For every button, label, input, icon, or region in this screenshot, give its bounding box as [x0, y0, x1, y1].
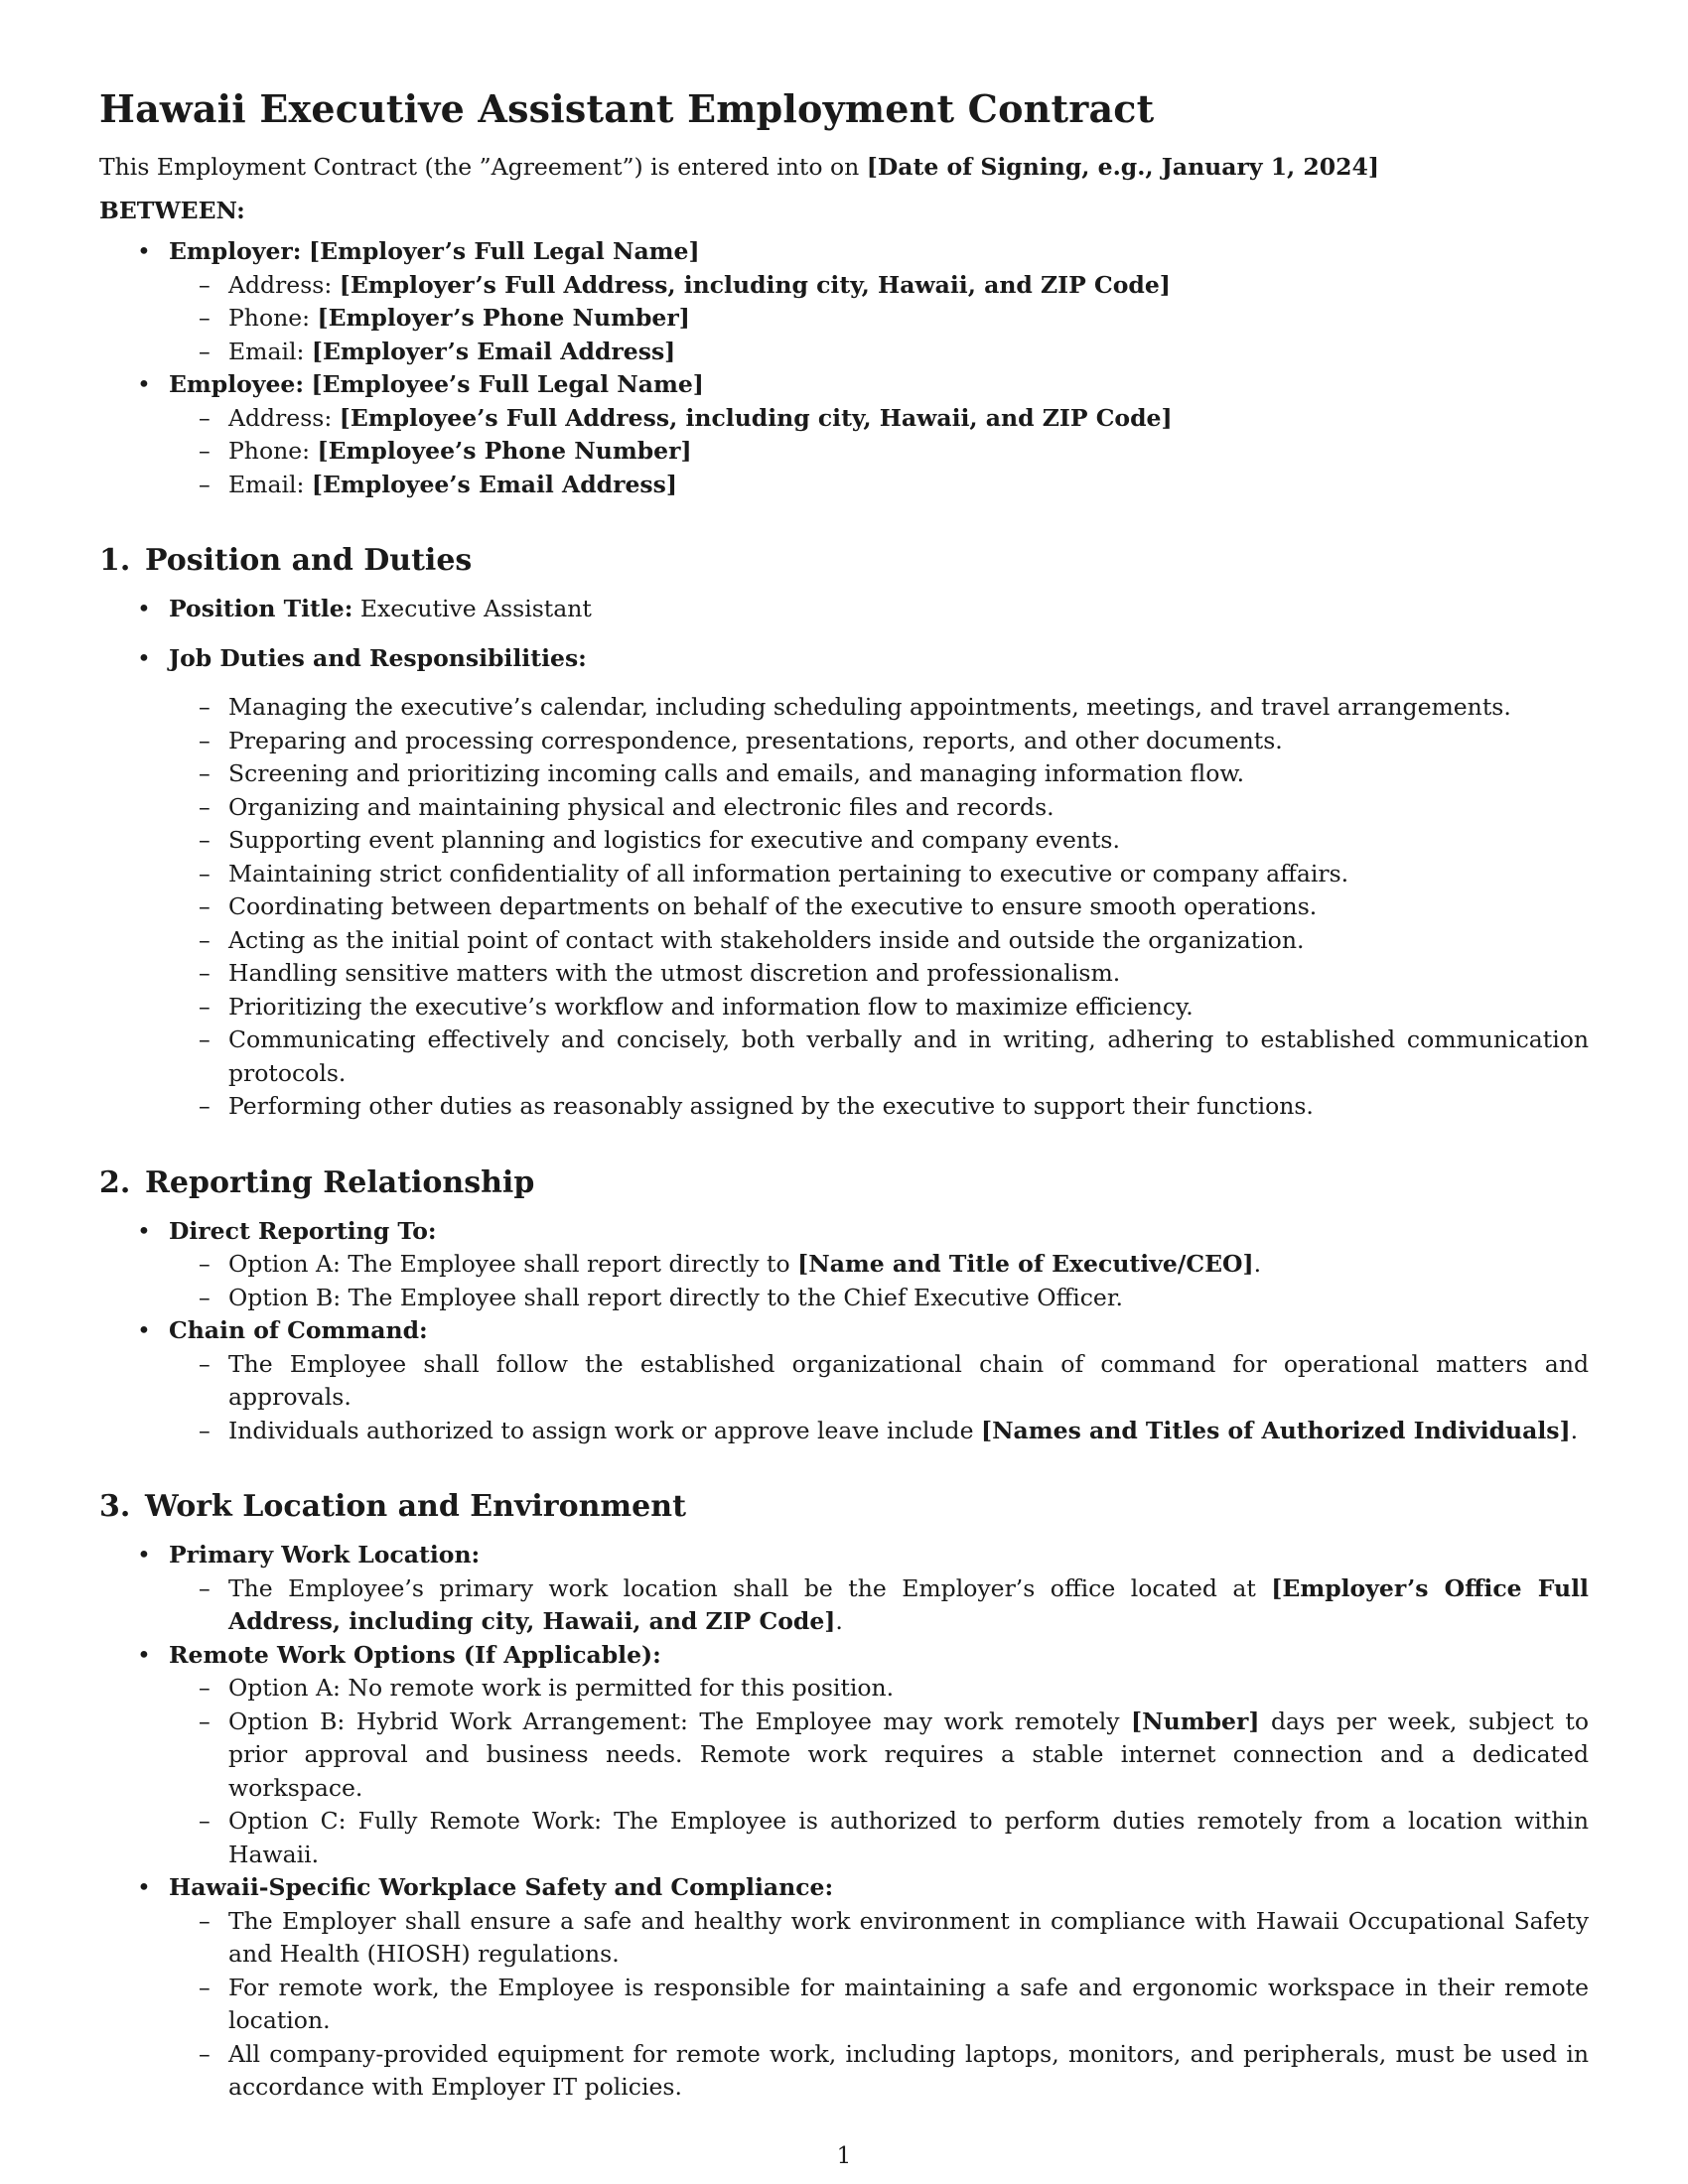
item-value: Executive Assistant [352, 595, 592, 622]
sub-list [169, 1248, 1589, 1314]
sub-text: days per week, subject to prior approval and business needs. Remote work requires a stable internet connection and a dedicated workspace. [228, 1706, 1589, 1802]
contract-page [99, 85, 1589, 2105]
party-detail [169, 302, 1589, 336]
duty-item: – Handling sensitive matters with the utmost discretion and professionalism. [169, 957, 1589, 991]
sub-text: Option B: Hybrid Work Arrangement: The Employee may work remotely [228, 1706, 1132, 1735]
duty-item: – Coordinating between departments on behalf of the executive to ensure smooth operations. [169, 890, 1589, 924]
section-title: Position and Duties [145, 543, 473, 578]
parties-list [99, 235, 1589, 501]
detail-value: [Employee’s Phone Number] [317, 437, 692, 465]
detail-label: Phone: [228, 437, 318, 465]
detail-value: [Employer’s Email Address] [311, 337, 676, 365]
remote-work-item [99, 1639, 1589, 1872]
section-number: 2. [99, 1164, 131, 1200]
primary-location-item [99, 1539, 1589, 1639]
sub-item [169, 1706, 1589, 1806]
section-heading [99, 541, 1589, 581]
detail-value: [Employee’s Full Address, including city, Hawaii, and ZIP Code] [339, 403, 1173, 432]
sub-text: . [1570, 1416, 1579, 1444]
section-list [99, 1215, 1589, 1448]
placeholder: [Number] [1131, 1706, 1260, 1735]
sub-item: – Option B: The Employee shall report directly to the Chief Executive Officer. [169, 1282, 1589, 1315]
section-list [99, 1539, 1589, 2105]
sub-text: The Employee’s primary work location shall be the Employer’s office located at [228, 1573, 1272, 1602]
party-name: [Employee’s Full Legal Name] [311, 370, 704, 398]
job-duties-item [99, 642, 1589, 1124]
duty-item: – Managing the executive’s calendar, including scheduling appointments, meetings, and travel arrangements. [169, 691, 1589, 725]
sub-item: – The Employer shall ensure a safe and healthy work environment in compliance with Hawaii Occupational Safety and Health (HIOSH) regulations. [169, 1905, 1589, 1972]
sub-list [169, 1672, 1589, 1871]
section-position-duties [99, 541, 1589, 1124]
detail-value: [Employer’s Full Address, including city, Hawaii, and ZIP Code] [339, 270, 1171, 299]
intro-text: This Employment Contract (the ”Agreement”) is entered into on [99, 153, 867, 181]
duty-item: – Organizing and maintaining physical and electronic files and records. [169, 791, 1589, 825]
party-detail [169, 435, 1589, 469]
placeholder: [Names and Titles of Authorized Individuals] [980, 1416, 1571, 1444]
direct-reporting-item [99, 1215, 1589, 1315]
sub-item: – Option A: No remote work is permitted for this position. [169, 1672, 1589, 1706]
sub-list [169, 1572, 1589, 1639]
sub-item: – The Employee shall follow the established organizational chain of command for operational matters and approvals. [169, 1348, 1589, 1415]
section-list [99, 593, 1589, 1124]
party-details [169, 269, 1589, 369]
placeholder: [Employer’s Office Full Address, including city, Hawaii, and ZIP Code] [228, 1573, 1589, 1635]
section-heading [99, 1487, 1589, 1527]
safety-compliance-item [99, 1871, 1589, 2105]
duty-item: – Prioritizing the executive’s workflow and information flow to maximize efficiency. [169, 991, 1589, 1024]
item-label: Job Duties and Responsibilities: [169, 643, 587, 672]
section-title: Reporting Relationship [145, 1164, 535, 1200]
item-label: Remote Work Options (If Applicable): [169, 1640, 661, 1669]
sub-list [169, 1905, 1589, 2105]
duty-item: – Screening and prioritizing incoming calls and emails, and managing information flow. [169, 757, 1589, 791]
detail-label: Address: [228, 270, 340, 299]
sub-item: – Option C: Fully Remote Work: The Employee is authorized to perform duties remotely from a location within Hawaii. [169, 1805, 1589, 1871]
document-title: Hawaii Executive Assistant Employment Contract [99, 86, 1155, 131]
position-title-item [99, 593, 1589, 626]
sub-item [169, 1572, 1589, 1639]
duty-item: – Communicating effectively and concisely, both verbally and in writing, adhering to established communication protocols. [169, 1024, 1589, 1090]
duty-item: – Preparing and processing correspondence, presentations, reports, and other documents. [169, 725, 1589, 758]
party-detail [169, 469, 1589, 502]
item-label: Position Title: [169, 595, 353, 622]
party-detail [169, 402, 1589, 436]
duty-item: – Performing other duties as reasonably assigned by the executive to support their functions. [169, 1090, 1589, 1124]
party-detail [169, 269, 1589, 303]
sub-list [169, 1348, 1589, 1448]
section-title: Work Location and Environment [145, 1489, 686, 1524]
chain-of-command-item [99, 1314, 1589, 1447]
item-label: Hawaii-Specific Workplace Safety and Compliance: [169, 1873, 834, 1901]
detail-value: [Employee’s Email Address] [311, 470, 678, 498]
intro-paragraph [99, 151, 1589, 185]
party-label: Employee: [169, 370, 305, 398]
item-label: Primary Work Location: [169, 1541, 481, 1569]
date-placeholder: [Date of Signing, e.g., January 1, 2024] [866, 153, 1379, 181]
between-label: BETWEEN: [99, 196, 245, 224]
sub-item [169, 1248, 1589, 1282]
sub-item: – For remote work, the Employee is responsible for maintaining a safe and ergonomic workspace in their remote location. [169, 1972, 1589, 2038]
detail-label: Phone: [228, 304, 318, 332]
placeholder: [Name and Title of Executive/CEO] [797, 1250, 1254, 1278]
detail-label: Address: [228, 403, 340, 432]
sub-text: Individuals authorized to assign work or approve leave include [228, 1416, 981, 1444]
page-number: 1 [836, 2143, 852, 2169]
detail-value: [Employer’s Phone Number] [317, 304, 690, 332]
detail-label: Email: [228, 337, 312, 365]
sub-item [169, 1415, 1589, 1448]
section-number: 3. [99, 1489, 131, 1524]
party-name: [Employer’s Full Legal Name] [308, 237, 700, 265]
section-reporting [99, 1163, 1589, 1448]
duty-item: – Maintaining strict confidentiality of all information pertaining to executive or company affairs. [169, 858, 1589, 891]
detail-label: Email: [228, 470, 312, 498]
duty-item: – Acting as the initial point of contact with stakeholders inside and outside the organization. [169, 924, 1589, 958]
section-heading [99, 1163, 1589, 1203]
party-detail [169, 336, 1589, 369]
party-employee [99, 368, 1589, 501]
item-label: Direct Reporting To: [169, 1216, 437, 1245]
section-work-location [99, 1487, 1589, 2105]
item-label: Chain of Command: [169, 1316, 428, 1344]
party-details [169, 402, 1589, 502]
sub-text: Option A: The Employee shall report directly to [228, 1250, 798, 1278]
sub-text: . [835, 1607, 843, 1635]
party-label: Employer: [169, 237, 302, 265]
sub-text: . [1253, 1250, 1262, 1278]
section-number: 1. [99, 543, 131, 578]
duties-list [169, 691, 1589, 1124]
sub-item: – All company-provided equipment for remote work, including laptops, monitors, and peripherals, must be used in accordance with Employer IT policies. [169, 2038, 1589, 2105]
party-employer [99, 235, 1589, 368]
duty-item: – Supporting event planning and logistics for executive and company events. [169, 824, 1589, 858]
